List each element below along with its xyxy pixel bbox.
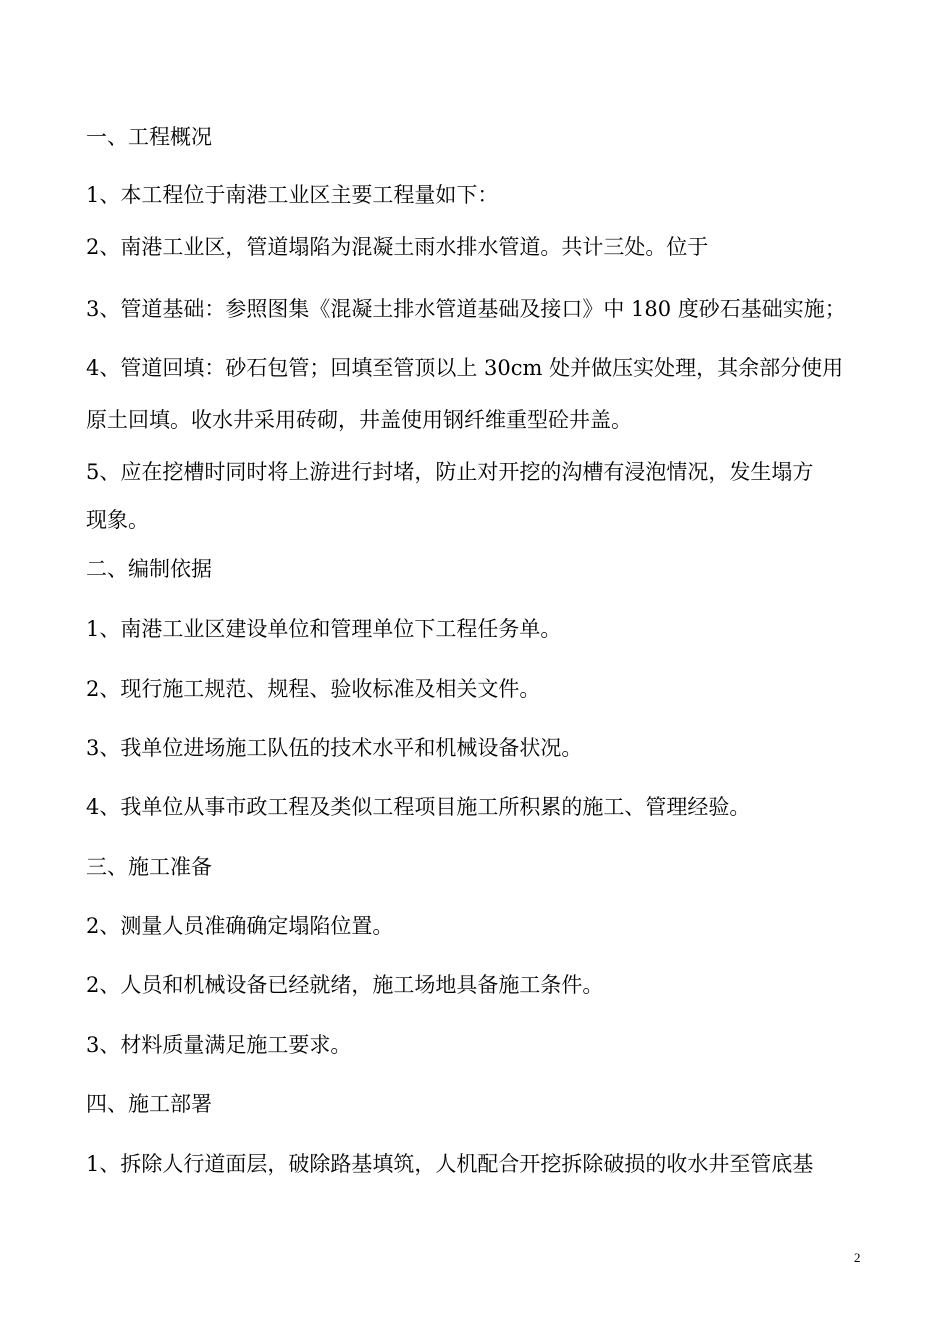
paragraph-line: 1、拆除人行道面层，破除路基填筑，人机配合开挖拆除破损的收水井至管底基 [86, 1152, 814, 1176]
paragraph-line: 原土回填。收水井采用砖砌，井盖使用钢纤维重型砼井盖。 [86, 408, 632, 432]
paragraph-line: 1、南港工业区建设单位和管理单位下工程任务单。 [86, 617, 562, 641]
section-heading-preparation: 三、施工准备 [86, 855, 212, 879]
paragraph-line: 现象。 [86, 508, 149, 532]
paragraph-line: 2、测量人员准确确定塌陷位置。 [86, 914, 394, 938]
paragraph-line: 1、本工程位于南港工业区主要工程量如下： [86, 183, 499, 207]
paragraph-line: 3、我单位进场施工队伍的技术水平和机械设备状况。 [86, 736, 583, 760]
paragraph-line: 5、应在挖槽时同时将上游进行封堵，防止对开挖的沟槽有浸泡情况，发生塌方 [86, 460, 814, 484]
section-heading-basis: 二、编制依据 [86, 557, 212, 581]
paragraph-line: 2、人员和机械设备已经就绪，施工场地具备施工条件。 [86, 973, 604, 997]
paragraph-line: 4、管道回填：砂石包管；回填至管顶以上 30cm 处并做压实处理，其余部分使用 [86, 356, 844, 380]
page-number: 2 [854, 1250, 861, 1265]
paragraph-line: 4、我单位从事市政工程及类似工程项目施工所积累的施工、管理经验。 [86, 795, 751, 819]
paragraph-line: 3、材料质量满足施工要求。 [86, 1033, 352, 1057]
section-heading-overview: 一、工程概况 [86, 125, 212, 149]
paragraph-line: 2、现行施工规范、规程、验收标准及相关文件。 [86, 677, 541, 701]
section-heading-deployment: 四、施工部署 [86, 1092, 212, 1116]
paragraph-line: 3、管道基础：参照图集《混凝土排水管道基础及接口》中 180 度砂石基础实施； [86, 297, 846, 321]
paragraph-line: 2、南港工业区，管道塌陷为混凝土雨水排水管道。共计三处。位于 [86, 235, 709, 259]
